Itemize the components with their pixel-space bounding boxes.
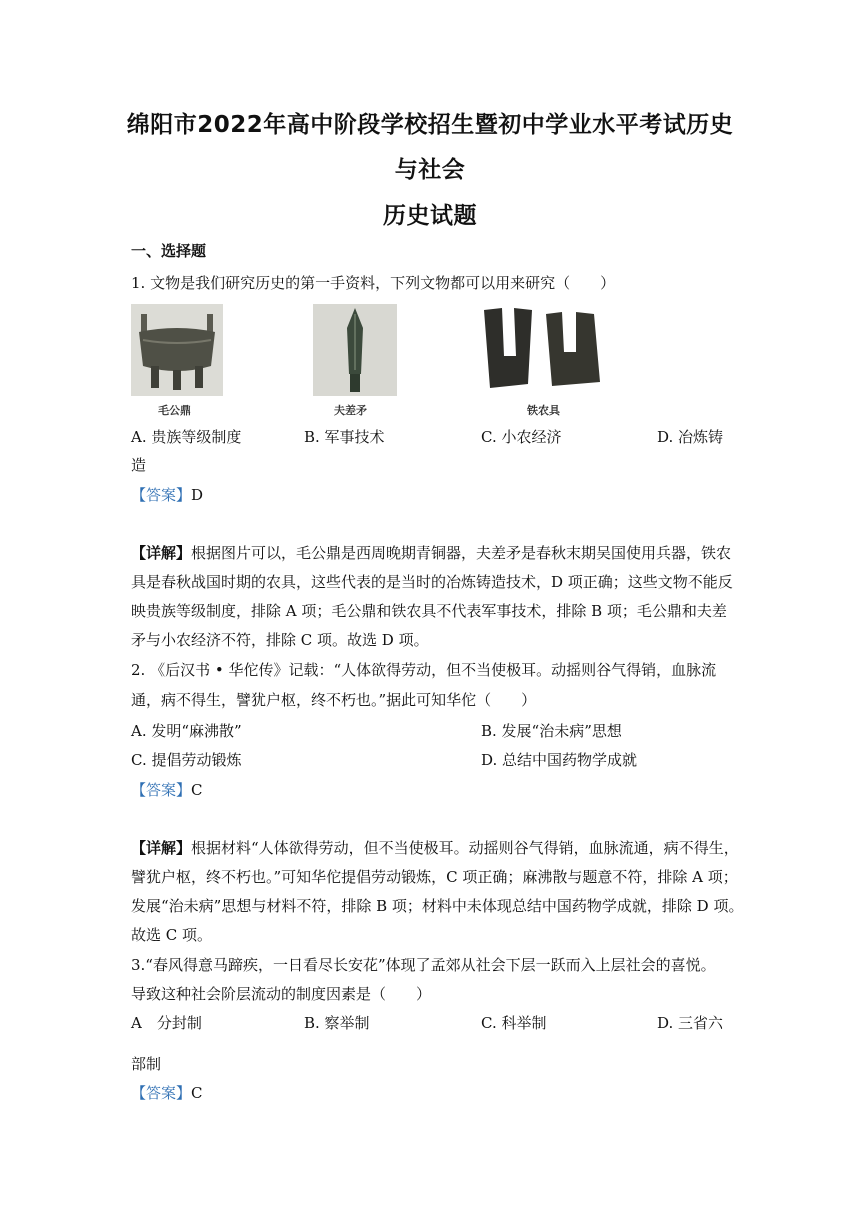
q1-option-c: C. 小农经济 <box>481 428 562 446</box>
section-heading: 一、选择题 <box>131 242 207 260</box>
q1-detail-line-3: 映贵族等级制度，排除 A 项；毛公鼎和铁农具不代表军事技术，排除 B 项；毛公鼎和夫差 <box>131 602 727 620</box>
answer-value: C <box>191 781 203 799</box>
answer-value: C <box>191 1084 203 1102</box>
iron-tools-image <box>480 304 612 396</box>
q2-detail-line-3: 发展“治未病”思想与材料不符，排除 B 项；材料中未体现总结中国药物学成就，排除 D 项。 <box>131 897 744 915</box>
detail-text: 根据图片可以，毛公鼎是西周晚期青铜器，夫差矛是春秋末期吴国使用兵器，铁农 <box>191 544 732 562</box>
detail-text: 根据材料“人体欲得劳动，但不当使极耳。动摇则谷气得销，血脉流通，病不得生， <box>191 839 739 857</box>
q2-answer <box>131 780 203 800</box>
page-subtitle: 历史试题 <box>383 203 477 229</box>
ding-vessel-image <box>131 304 223 396</box>
q1-option-d-wrap: 造 <box>131 456 147 474</box>
q2-detail-line-1 <box>131 838 739 858</box>
q3-stem-line-1: 3.“春风得意马蹄疾，一日看尽长安花”体现了孟郊从社会下层一跃而入上层社会的喜悦。 <box>131 956 716 974</box>
detail-label: 【详解】 <box>131 839 192 857</box>
q2-stem-line-2: 通，病不得生，譬犹户枢，终不朽也。”据此可知华佗（ ） <box>131 691 537 709</box>
q3-option-d-wrap: 部制 <box>131 1055 162 1073</box>
q3-option-b: B. 察举制 <box>304 1014 370 1032</box>
q1-stem: 1. 文物是我们研究历史的第一手资料，下列文物都可以用来研究（ ） <box>131 274 616 292</box>
q3-option-c: C. 科举制 <box>481 1014 547 1032</box>
spear-image <box>313 304 397 396</box>
q2-detail-line-4: 故选 C 项。 <box>131 926 213 944</box>
q1-option-b: B. 军事技术 <box>304 428 385 446</box>
q3-option-d: D. 三省六 <box>657 1014 724 1032</box>
answer-label: 【答案】 <box>131 781 192 799</box>
answer-value: D <box>191 486 204 504</box>
page-title-line-2: 与社会 <box>394 157 466 183</box>
iron-tools-caption: 铁农具 <box>527 404 560 417</box>
ding-caption: 毛公鼎 <box>158 404 191 417</box>
q1-detail-line-1 <box>131 543 731 563</box>
q3-stem-line-2: 导致这种社会阶层流动的制度因素是（ ） <box>131 985 432 1003</box>
q3-answer <box>131 1083 203 1103</box>
spear-caption: 夫差矛 <box>334 404 367 417</box>
page-title-line-1: 绵阳市2022年高中阶段学校招生暨初中学业水平考试历史 <box>126 112 734 138</box>
q2-option-b: B. 发展“治未病”思想 <box>481 722 622 740</box>
q2-option-d: D. 总结中国药物学成就 <box>481 751 638 769</box>
q1-detail-line-4: 矛与小农经济不符，排除 C 项。故选 D 项。 <box>131 631 429 649</box>
q2-option-c: C. 提倡劳动锻炼 <box>131 751 242 769</box>
q2-detail-line-2: 譬犹户枢，终不朽也。”可知华佗提倡劳动锻炼，C 项正确；麻沸散与题意不符，排除 A 项； <box>131 868 738 886</box>
answer-label: 【答案】 <box>131 1084 192 1102</box>
answer-label: 【答案】 <box>131 486 192 504</box>
q2-stem-line-1: 2. 《后汉书 • 华佗传》记载：“人体欲得劳动，但不当使极耳。动摇则谷气得销，血脉流 <box>131 661 717 679</box>
q1-answer <box>131 485 203 505</box>
detail-label: 【详解】 <box>131 544 192 562</box>
q3-option-a: A 分封制 <box>131 1014 202 1032</box>
q1-option-a: A. 贵族等级制度 <box>131 428 242 446</box>
q1-detail-line-2: 具是春秋战国时期的农具，这些代表的是当时的冶炼铸造技术，D 项正确；这些文物不能反 <box>131 573 733 591</box>
q1-option-d: D. 冶炼铸 <box>657 428 724 446</box>
q2-option-a: A. 发明“麻沸散” <box>131 722 242 740</box>
